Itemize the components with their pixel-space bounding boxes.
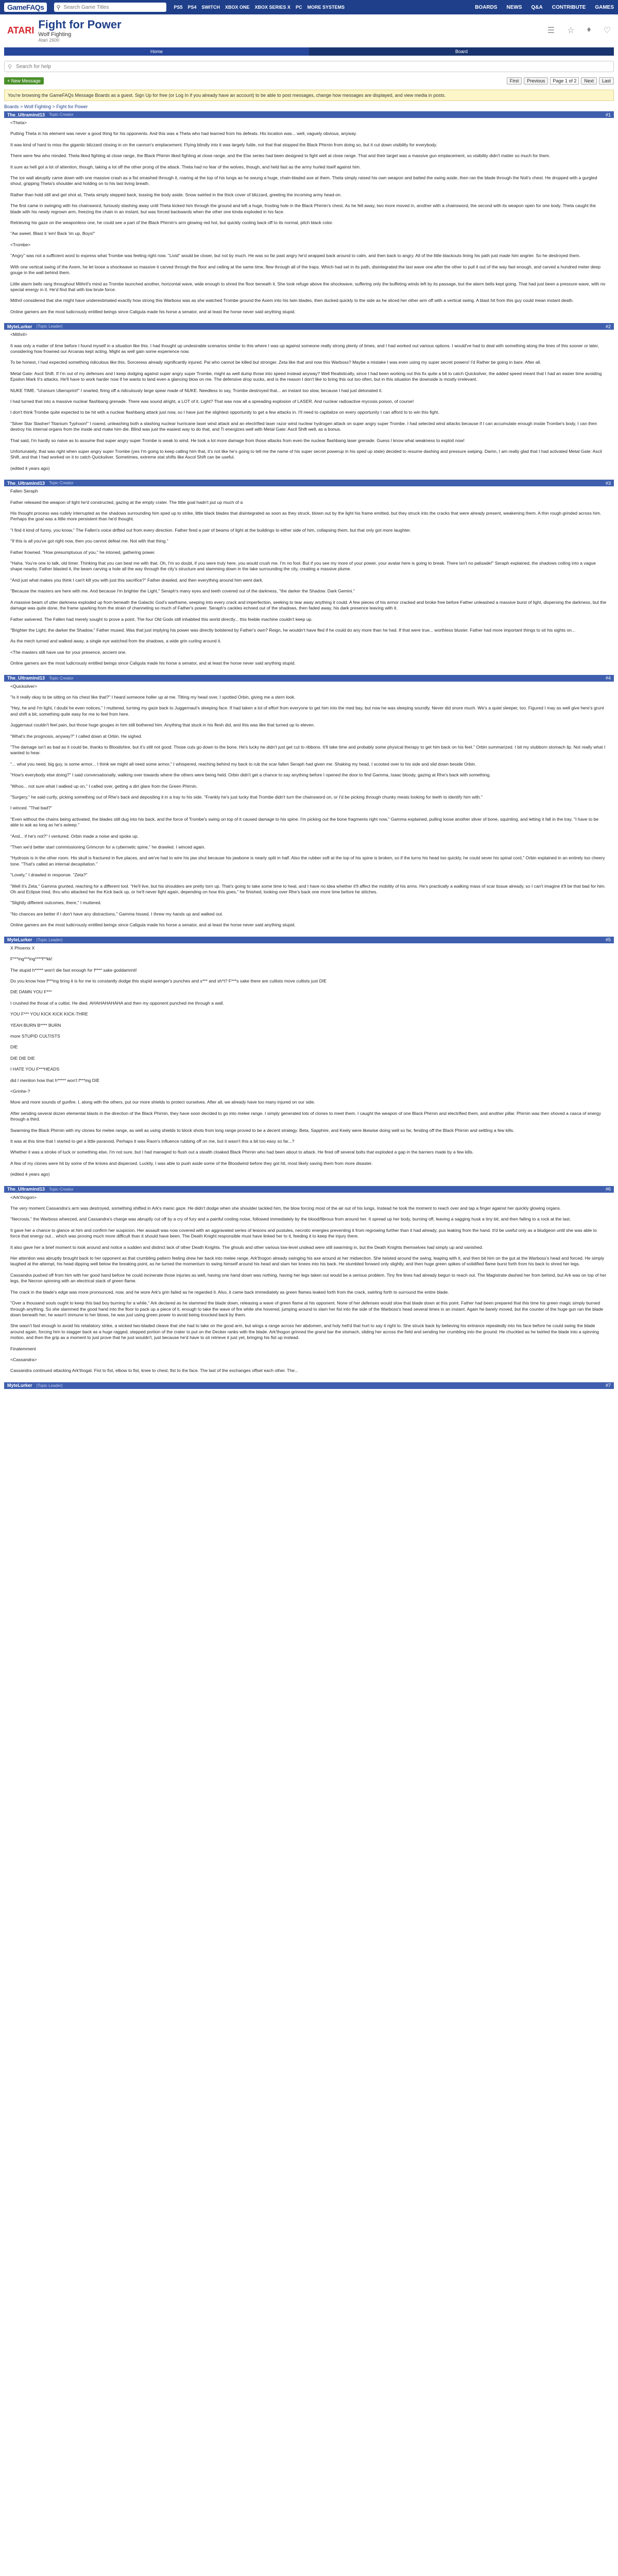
post-paragraph: "And just what makes you think I can't kill you with just this sacrifice?" Father drawled, and then everything around him went dark. [10,577,264,583]
post-paragraph: Cassandra pushed off from him with her good hand before he could incinerate those injuries as well, having one hand down was nothing, having her legs taken out would be a serious problem. Tiny fire lines had already begun to reach out. The Magistrate dashed her from behind, but Ark was on top of her legs, the Necron spinning with an electrical stack of green flame. [10,1272,607,1284]
site-logo[interactable]: GameFAQs [4,3,47,12]
main-menu [475,5,614,10]
post-paragraph: I don't think Trombe quite expected to be hit with a nuclear flashbang attack just now, so I have just the slightest opportunity to get a few attacks in. I'll need to capitalize on every opportunity I can afford to to win this fight. [10,410,439,415]
post-number[interactable]: #1 [605,112,611,117]
post-number[interactable]: #3 [605,480,611,486]
post-paragraph: To be honest, I had expected something ridiculous like this. Sorceress already significantly injured. Pai who cannot be killed but stronger. Zeta like that and now this Warboss? Maybe a mistake I was even using my super secret powers! I'd Rather be going in bare. After all. [10,360,541,365]
post-paragraph: Swarming the Black Phirnin with my clones for melee range, as well as using shields to block shots from long range proved to be a decent strategy. Beta, Sapphire, and Keely were likewise doing well so far, fending off the Black Phirnin and settling a few kills. [10,1127,514,1133]
post-body [4,1193,614,1380]
post-paragraph: It was kind of hard to miss the gigantic blizzard closing in on the cannon's emplacement. Flying blindly into it was largely futile, not that that stopped the Black Phirnin from doing so, but it cut down visibility for everybody. [10,142,437,147]
post-paragraph: More and more sounds of gunfire. I, along with the others, put our more shields to protect ourselves. After all, we already have too many injured on our side. [10,1099,315,1105]
post-paragraph: I HATE YOU F***HEADS [10,1066,60,1072]
game-header [0,14,618,46]
post-body [4,1389,614,1392]
board-search-icon: ⚲ [8,63,12,70]
nav-ps5[interactable]: PS5 [174,5,183,10]
star-icon[interactable]: ☆ [567,26,575,35]
first-page-button[interactable]: First [507,77,522,84]
post-paragraph: X Phoenix X [10,945,35,951]
post-paragraph: Little alarm bells rang throughout Mithril's mind as Trombe launched another, horizontal wave, wide enough to shred the floor beneath it. She took refuge above the shockwave, suffering only the buffeting winds left by its passage, but the alarm bells kept going. That had just been a pressure wave, with no special energy in it. He'd find that with low brute force. [10,281,606,292]
guest-notice: You're browsing the GameFAQs Message Boards as a guest. Sign Up for free (or Log In if you already have an account) to be able to post messages, change how messages are displayed, and view media in posts. [4,90,614,101]
post-paragraph: "Well it's Zeta," Gamma grunted, reaching for a different tool. "He'll live, but his shoulders are pretty torn up. That's going to take some time to heal, and I have no idea whether it'll affect the mobility of his arms. He's practically a walking mass of scar tissue already, so I can't imagine it'll be that bad for him. Oh and Eclipse tried, thru who attacked her the Kick back up, or he'll never fight again, depending on how this goes," he finished, looking over Rhe's back one more time before he stitches. [10,883,606,895]
post-paragraph: "Because the masters are here with me. And because I'm brighter the Light," Seraph's many eyes and teeth covered out of the darkness, "the darker the Shadow. Dark Gemini." [10,588,355,594]
post-author[interactable]: The_Ultramind13 [7,112,45,117]
list-icon[interactable]: ☰ [547,26,555,35]
post-paragraph: "And... if he's not?" I ventured. Orbin made a noise and spoke up. [10,833,139,839]
post-paragraph: Father frowned. "How presumptuous of you," he intoned, gathering power. [10,549,156,555]
message-post [4,1382,614,1392]
game-title[interactable]: Fight for Power [38,18,122,31]
post-paragraph: Online gamers are the most ludicrously entitled beings since Caligula made his horse a senator, and at least the horse never said anything stupid. [10,660,296,666]
game-title-block [38,18,121,43]
post-paragraph: "No chances are better if I don't have any distractions," Gamma hissed. I threw my hands up and walked out. [10,911,224,917]
post-paragraph: Do you know how f***ing tiring it is for me to constantly dodge this stupid avenger's punches and s*** and sh*t? F***s sake there are cultists move cultists just DIE [10,978,327,984]
post-author-rank: (Topic Leader) [36,1383,63,1388]
post-paragraph: F***ing***ing****f**kk! [10,956,53,962]
post-author-rank: Topic Creator [49,481,74,486]
post-paragraph: Her attention was abruptly brought back to her opponent as that crumbling pattern feeling drew her back into melee range. Ark'thogon already swinging his axe around at her midsection. She twisted around the swing, leaping with it, and then bit him on the gut at the Warboss's head and forced. He simply laughed at the attempt, his head dipping well below the breaking point, as he turned the momentum to swing himself around his head and slam her knees into his back. He stumbled forward only slightly, and then huge green spikes of solidified flame burst forth from his back to shred her legs. [10,1256,605,1267]
atari-logo: ATARI [7,25,35,36]
post-paragraph: "Hey, he and I'm light, I doubt he even notices," I muttered, turning my gaze back to Juggernaut's sleeping face. If had taken a lot of effort from everyone to get him into the med bay, but now he was sleeping soundly. Never did snore much. We's a quiet sleeper, too. Figured I may as well give here's grunt and shift a bit, something quite easy for me to feel from here. [10,705,604,717]
message-post [4,675,614,935]
post-paragraph: NUKE TIME. "Uranium Ubersprint!" I snarled, firing off a ridiculously large spear made of NUKE. Needless to say, Trombe destroyed that... an instant too slow, because I had just detonated it. [10,387,383,393]
post-paragraph: A few of my clones were hit by some of the knives and dispersed. Luckily, I was able to push aside some of the Bloodwind before they got hit, most likely saving them from more disaster. [10,1160,373,1166]
post-paragraph: "How's everybody else doing?" I said conversationally, walking over towards where the others were being held. Orbin didn't get a chance to say anything before I opened the door to find Gamma, Isaac bloody, gazing at Rhe's back with something. [10,772,491,778]
page-select[interactable]: Page 1 of 2 [550,77,579,84]
post-paragraph: <The masters still have use for your presence, ancient one. [10,649,127,655]
post-body [4,118,614,321]
board-search[interactable] [4,61,614,72]
post-paragraph: It sure as hell got a lot of attention, though, taking a lot off the other prong of the attack. Theta had no fear of the wolves, though, and held fast as the army hurled itself against him. [10,164,361,170]
post-header [4,323,614,330]
post-author[interactable]: MyteLurker [7,937,32,943]
nav-switch[interactable]: SWITCH [201,5,220,10]
post-author-rank: Topic Creator [49,1187,74,1192]
post-paragraph: <Ark'thogon> [10,1194,37,1200]
bell-icon[interactable]: ♦ [587,25,591,34]
post-paragraph: "I find it kind of funny, you know," The Fallen's voice drifted out from every direction. Father fired a pair of beams of light at the buildings to either side of him, collapsing them, but that only got more laughter. [10,527,411,533]
post-paragraph: Cassandra continued attacking Ark'thogal. Fist to fist, elbow to fist, knee to chest, fist to the face. The last of the exchanges offset each other. The... [10,1368,299,1374]
menu-contribute[interactable]: CONTRIBUTE [552,4,586,10]
post-author-rank: Topic Creator [49,112,74,117]
post-number[interactable]: #6 [605,1187,611,1192]
new-message-button[interactable]: + New Message [4,77,44,84]
post-paragraph: "Slightly different outcomes, there," I muttered. [10,900,101,906]
post-author[interactable]: MyteLurker [7,324,32,329]
post-paragraph: <Trombe> [10,242,31,247]
nav-ps4[interactable]: PS4 [187,5,197,10]
post-paragraph: "Aw sweet. Blast it 'em! Back 'im up, Boys!" [10,231,95,236]
post-paragraph: (edited 4 years ago) [10,465,50,471]
post-paragraph: Juggernaut couldn't feel pain, but those huge gouges in him still bothered him. Anything that stuck in his flesh did, and this was like that turned up to eleven. [10,722,315,728]
post-paragraph: "Angry" was not a sufficient word to express what Trombe was feeling right now. "Livid" would be closer, but not by much. He was so far past angry he'd wrapped back around to calm, and then back to angry. All of the little blackouts lining his path just made him angrier. So he destroyed them. [10,253,580,259]
post-paragraph: "Surgery," he said curtly, picking something out of Rhe's back and depositing it in a tray to his side. "Frankly he's just lucky that Trombe didn't turn the chainsword on, or I'd be picking through chunky meats looking for teeth to identify him with." [10,794,483,800]
post-paragraph: As the mech turned and walked away, a single eye watched from the shadows, a wide grin curling around it. [10,638,221,644]
post-paragraph: The stupid h***** won't die fast enough for f**** sake goddammit! [10,967,137,973]
post-paragraph: Father released the weapon of light he'd constructed, gazing at the empty crater. The little goal hadn't put up much of a [10,499,243,505]
post-paragraph: Fallen Seraph [10,488,38,494]
board-controls [4,77,614,84]
post-paragraph: "Whoo... not sure what I walked up on," I called over, getting a dirt glare from the Green Phirnin. [10,783,198,789]
post-paragraph: With one vertical swing of the Axem, he let loose a shockwave so massive it carved through the floor and ceiling at the same time, flew through all of the traps. Which had set in its path, disintegrated the last wave one after the other to pull it out of the way fast enough, and carved a hundred meter deep gouge in the wall behind them. [10,264,600,276]
post-paragraph: Father swivered. The Fallen had merely sought to prove a point. The four Old Gods still inhabited this world directly... this feeble machine couldn't keep up. [10,616,313,622]
post-number[interactable]: #5 [605,937,611,943]
post-paragraph: "Lovely," I drawled in response. "Zeta?" [10,872,88,878]
post-paragraph: Online gamers are the most ludicrously entitled beings since Caligula made his horse a senator, and at least the horse never said anything stupid. [10,922,296,928]
post-paragraph: His thought process was rudely interrupted as the shadows surrounding him sped up to strike, little black blades that disintegrated as soon as they struck, blown out by the light his frame emitted, but they struck into the cracks that were already present, weakening them. A thin rough grinded across him. Perhaps the goal was a little more persistent than he'd thought. [10,511,602,522]
post-header [4,1186,614,1193]
post-paragraph: did I mention how that h***** won't f***ing DIE [10,1077,100,1083]
post-paragraph: (edited 4 years ago) [10,1172,50,1177]
game-subtitle: Wolf Fighting [38,31,72,38]
post-paragraph: That said, I'm hardly so naive as to assume that super angry super Trombe is weak to wind. He took a lot more damage from those attacks from even the nuclear flashbang laser grenade. Guess I know what weakness to exploit now! [10,437,465,443]
post-paragraph: I winced. "That bad?" [10,805,53,811]
post-paragraph: DIE DIE DIE [10,1055,35,1061]
post-paragraph: "Even without the chains being activated, the blades still dug into his back, and the force of Trombe's swing on top of it caused damage to his spine. I'm picking out the bone fragments right now," Gamma explained, pulling loose another sliver of bone, squinting, and letting it fall in the tray. "I have to be able to ask as long as he's asleep." [10,816,599,828]
post-paragraph: The first came in swinging with his chainsword, furiously slashing away until Theta kicked him through the ground and left a huge, frosting hole in the Black Phirnin's chest. As he fell away, two more moved in, another with a chainsword, the second with its weapon open for one body. Theta caught the blade with his newly regrown arm, freezing the chain in an instant, but was forced backwards when the other one kinda exploded in his face. [10,203,596,214]
board-search-input[interactable] [15,63,610,70]
post-paragraph: "Brighter the Light, the darker the Shadow," Father mused. Was that just implying his power was directly bolstered by Father's own? Reign, he wouldn't have fled if he could do any more than he had. If that were true... worthless bluster. Father had more important things to sit his sights on... [10,627,576,633]
nav-xbox-one[interactable]: XBOX ONE [225,5,250,10]
post-paragraph: There were few who minded. Theta liked fighting at close range, the Black Phirnin liked fighting at close range, and the Elar series had been designed to fight well at close range. That and their target was a massive gun emplacement, so visibility didn't matter so much for them. [10,153,551,159]
post-paragraph: <Cassandra> [10,1357,37,1362]
post-paragraph: It was at this time that I started to get a little paranoid. Perhaps it was Raon's influence rubbing off on me, but it wasn't this a bit too easy so far...? [10,1139,295,1144]
tab-home[interactable]: Home [150,49,163,54]
platform-nav [174,5,345,10]
post-paragraph: "Hydrosis is in the other room. His skull is fractured in five places, and we've had to wire his jaw shut because his jawbone is nearly split in half. Also the rubber soft at the top of his spine is broken, so if the turns his head too quickly, he could sever his spinal cord," Orbin explained in an entirely too cheery tone. "That's called an internal decapitation." [10,855,605,867]
post-paragraph: "Over a thousand souls ought to keep this bad boy burning for a while," Ark declared as he slammed the blade down, releasing a wave of green flame at his opponent. None of her defenses would slow that blade down at this point. Father had been prepared that this time his green magic simply burned through anything. So she slammed the good hand into the floor to pack up a piece of it, enough to take the wave of fire while she hovered, jumping around to slam her fist into the side of the Warboss's head several times in an instant. Again he barely moved, but the counter of the huge gun ran the blade down beneath her, he wasn't immune to her blows, he was just using green power to avoid being knocked back by them. [10,1300,604,1317]
post-author-rank: (Topic Leader) [36,324,63,329]
next-page-button[interactable]: Next [581,77,597,84]
post-paragraph: "... what you need, big guy, is some armor... I think we might all need some armor," I whispered, reaching behind my back to rub the scar fallen Seraph had given me. Shaking my head, I scooted over to his side and slid down beside Orbin. [10,761,476,767]
post-paragraph: DIE [10,1044,18,1050]
post-paragraph: Online gamers are the most ludicrously entitled beings since Caligula made his horse a senator, and at least the horse never said anything stupid. [10,309,296,314]
menu-news[interactable]: NEWS [506,4,522,10]
game-search[interactable] [54,3,166,12]
post-paragraph: It was only a matter of time before I found myself in a situation like this. I had thought up undesirable scenarios similar to this where I was up against someone really strong plenty of times, and I had worked out various options. I would've had to deal with something along the lines of this sooner or later, considering how frowned our Arcanas kept acting. Might as well gain some experience now. [10,343,599,354]
post-number[interactable]: #7 [605,1383,611,1388]
search-icon: ⚲ [56,4,61,11]
post-paragraph: Mithril considered that she might have underestimated exactly how strong this Warboss was as she watched Trombe ground the Axem into his twin blades, then ducked quickly to the side as he sliced her other arm off with a vertical swing. A blast hit from this guy could mean instant death. [10,298,574,303]
post-paragraph: YEAH BURN B**** BURN [10,1022,61,1028]
message-post [4,480,614,672]
post-paragraph: more STUPID CULTISTS [10,1033,60,1039]
post-header [4,1382,614,1389]
menu-boards[interactable]: BOARDS [475,4,497,10]
post-header [4,675,614,682]
post-body [4,486,614,672]
post-paragraph: "Is it really okay to be sitting on his chest like that?" I heard someone holler up at me. Tilting my head over, I spotted Orbin, giving me a stern look. [10,694,296,700]
previous-page-button[interactable]: Previous [524,77,548,84]
game-platform: Atari 2600 [38,38,60,43]
post-paragraph: "Necrosis," the Warboss wheezed, and Cassandra's charge was abruptly cut off by a cry of fury and a painful cooling noise, followed immediately by the blood/fibrous from around her. It spread up her body, burning off, leaving a sagging husk a tiny bit, and then falling to a rock at the last. [10,1216,571,1222]
post-paragraph: "Silver Star Slasher! Titanium Typhoon!" I roared, unleashing both a slashing nuclear hurricane laser wind attack and an electrified laser razor wind nuclear hydrogen attack on super angry super Trombe. I had selected wind attacks because if I can accumulate enough inside Trombe's body, I can then destroy his internal organs from the inside and make him die. Blind was just the easiest way to do that, and Ti energizes well with Metal Gate: Ascil Shift well, as a bonus. [10,420,597,432]
post-body [4,682,614,935]
last-page-button[interactable]: Last [599,77,614,84]
header-actions [547,25,611,36]
post-paragraph: It also gave her a brief moment to look around and notice a sudden and distinct lack of other Death Knights. The ghouls and other various low-level undead were still swarming in, but the Death Knights themselves had simply up and vanished. [10,1244,483,1250]
message-post [4,111,614,321]
nav-pc[interactable]: PC [296,5,302,10]
post-paragraph: "The damage isn't as bad as it could be, thanks to Bloodshire, but it's still not good. Those cuts go down to the bone. He's lucky he didn't just get cut to ribbons. It'll take time and probably some physical therapy to get him back on his feet." Orbin summarized. I bit my stubborn stomach lip. Not really what I wanted to hear. [10,744,606,756]
post-paragraph: After sending several dozen elemental blasts in the direction of the Black Phirnin, they have soon decided to go into melee range. I simply generated lots of clones to meet them. I caught the weapon of one Black Phirnin and electrified them, and another pillar. Phirnin was then shoved a casca of energy through a third. [10,1110,601,1122]
tab-board[interactable]: Board [309,47,614,56]
post-paragraph: Rather than hold still and get shot at, Theta simply stepped back, tossing the body aside. Snow swirled in the thick cover of blizzard, greeting the incoming army head-on. [10,192,342,197]
post-paragraph: <Theta> [10,120,27,125]
post-paragraph: Retrieving his gaze on the weaponless one, he could see a part of the Black Phirnin's arm glowing red hot, but quickly cooling back off to its normal, pitch black color. [10,220,333,226]
heart-icon[interactable]: ♡ [603,26,611,35]
message-post [4,1186,614,1380]
post-paragraph: Finalemment [10,1346,36,1351]
post-paragraph: The crack in the blade's edge was more pronounced, now, and he wore Ark's grin failed as he regarded it. Also, it came back immediately as green flames leaked forth from the crack, swirling forth to surround the entire blade. [10,1289,449,1295]
post-author-rank: Topic Creator [49,675,74,681]
post-paragraph: Unfortunately, that was right when super angry super Trombe (yes I'm going to keep calling him that, it's not like he's going to tell me the name of his super secret powerup in his sped up state) decided to resume dashing and pressure swiping. Damn, I am really glad that I had activated Metal Gate: Ascil Shift, and that I had worked on it to catch Quicksilver. Sometimes, extreme stat shifts like Ascol Shift can be useful. [10,449,602,460]
post-number[interactable]: #4 [605,675,611,681]
post-paragraph: <Quicksilver> [10,683,38,689]
message-list [0,111,618,1392]
post-paragraph: Putting Theta in his element was never a good thing for his opponents. And this was a Theta who had learned from his defeats. His location was... well, vaguely obvious, anyway. [10,131,357,137]
menu-games[interactable]: GAMES [595,4,614,10]
post-paragraph: It gave her a chance to glance at him and confirm her suspicion. Her assault was now covered with an aggravated series of lesions and pustules, necrotic energies preventing it from regrowing further than it had already, pus leaking from the hand. It'd be useful only as a bludgeon until she was able to force that energy out... which was proving much more difficult than it should have been. The Death Knight responsible must have linked her to it, feeding it to keep the injury there. [10,1227,597,1239]
section-tabs [4,47,614,56]
post-header [4,111,614,118]
post-body [4,943,614,1184]
post-paragraph: "What's the prognosis, anyway?" I called down at Orbin. He sighed. [10,733,143,739]
post-paragraph: The ice wall abruptly came down with one massive crash as a fist smashed through it, roaring at the top of his lungs as he swung a huge, chain-bladed axe at them. Theta simply raised his own weapon and batted the swing aside, then ran the blade through the Noli's chest. He dropped with a gurgled shout, gripping Theta's shoulder and holding on to his last living breath. [10,175,597,187]
post-paragraph: "If this is all you've got right now, then you cannot defeat me. Not with that thing." [10,538,168,544]
post-paragraph: I had turned that into a massive nuclear flashbang grenade. There was sound alright, a LOT of it. Light? That was now all a spreading explosion of LASER. And nuclear radioactive mycosis poison, of course! [10,398,414,404]
message-post [4,937,614,1184]
game-search-input[interactable] [63,4,165,11]
post-paragraph: I crushed the throat of a cultist. He died. AHAHAHAHAHA and then my opponent punched me through a wall. [10,1000,224,1006]
post-header [4,937,614,943]
post-author[interactable]: The_Ultramind13 [7,480,45,486]
post-author[interactable]: The_Ultramind13 [7,1187,45,1192]
post-paragraph: Whether it was a stroke of luck or something else, I'm not sure, but I had managed to flush out a stealth cloaked Black Phirnin who had been about to attack. He fired off several bolts that exploded a gap in the barriers made by a few kills. [10,1149,474,1155]
message-post [4,323,614,478]
post-paragraph: Metal Gate: Ascil Shift. If I'm out of my defenses and I keep dodging against super angry super Trombe, might as well dump those into speed instead anyway? Well Realistically, since I had been working out this fix quite a bit to catch Quicksilver, the added speed meant that I had an easier time avoiding Epsilon Mark II's attacks. He'll have to work harder now if he wants to land even a glancing blow on me. The defensive drop sucks, and is the reason I don't like to bring this out too often, but in this situation the downside is mostly irrelevant. [10,370,602,382]
nav-more-systems[interactable]: MORE SYSTEMS [307,5,345,10]
pagination [507,77,614,84]
post-author[interactable]: The_Ultramind13 [7,675,45,681]
breadcrumb[interactable]: Boards > Wolf Fighting > Fight for Power [4,104,88,109]
post-paragraph: DIE DAMN YOU F*** [10,989,52,995]
site-header [0,0,618,14]
nav-xbox-series-x[interactable]: XBOX SERIES X [254,5,291,10]
post-body [4,330,614,478]
post-paragraph: "Haha. You're one to talk, old timer. Thinking that you can beat me with that. Oh, I'm so doubt, if you were truly here, you would crush me. I'm no fool. But if you see my more of your power, your avatar here is going to break. There isn't no palisade!" Seraph explained, the shadows coiling into a vague shape nearby. Father blasted it, the beam carving a hole all the way through the city's structure and slamming down in the lake surrounding the city, creating a massive plume. [10,561,596,572]
post-author[interactable]: MyteLurker [7,1383,32,1388]
post-paragraph: "Then we'd better start commissioning Grimcron for a cybernetic spine," he drawled. I winced again. [10,844,205,850]
post-paragraph: YOU F*** YOU KICK KICK KICK-THRE [10,1011,88,1017]
post-paragraph: The very moment Cassandra's arm was destroyed, something shifted in Ark's manic gaze. He didn't dodge when she shoulder tackled him, the blow forcing most of the air out of his lungs. Instead he took the moment to reach over and tap a finger against her quickly glowing organs. [10,1206,561,1211]
post-number[interactable]: #2 [605,324,611,329]
menu-qa[interactable]: Q&A [531,4,543,10]
post-paragraph: <Grinhe-? [10,1088,30,1094]
post-paragraph: She wasn't fast enough to avoid his retaliatory strike, a wicked two-bladed cleave that she had to take on the good arm, but wings a range across her abdomen, and holy hell'd that hurt to say it right to. She struck back by believing his entrance repeatedly into his face before he could swing the blade around again, forcing him to stagger back as a huge ragged, stepped portion of the crater to put on the Decker ranks with the blade. Ark'thogon grinned the grand bar the stomach, sliding her across the field and sending her crumbling into the ground. He chuckled as he twirled the blade into a spinning motion, and then the grip as a moment to just prove that he just wouldn't, just because he'd have to sit retrieve it just yet, bringing his fist up instead. [10,1323,599,1341]
post-author-rank: (Topic Leader) [36,937,63,942]
post-paragraph: <Mithril> [10,332,27,337]
post-paragraph: A massive beam of utter darkness exploded up from beneath the Galactic God's warframe, seeping into every crack and imperfection, seeking to tear away anything it could. A few pieces of his armor cracked and broke free before Father unleashed a massive burst of light, dispersing the darkness, but the damage was quite done, the frame sparking from the strain of channeling so much of Father's power. Seraph's cackles echoed out of the shadows, then faded away, his dark presence leaving with it. [10,599,607,611]
post-header [4,480,614,486]
